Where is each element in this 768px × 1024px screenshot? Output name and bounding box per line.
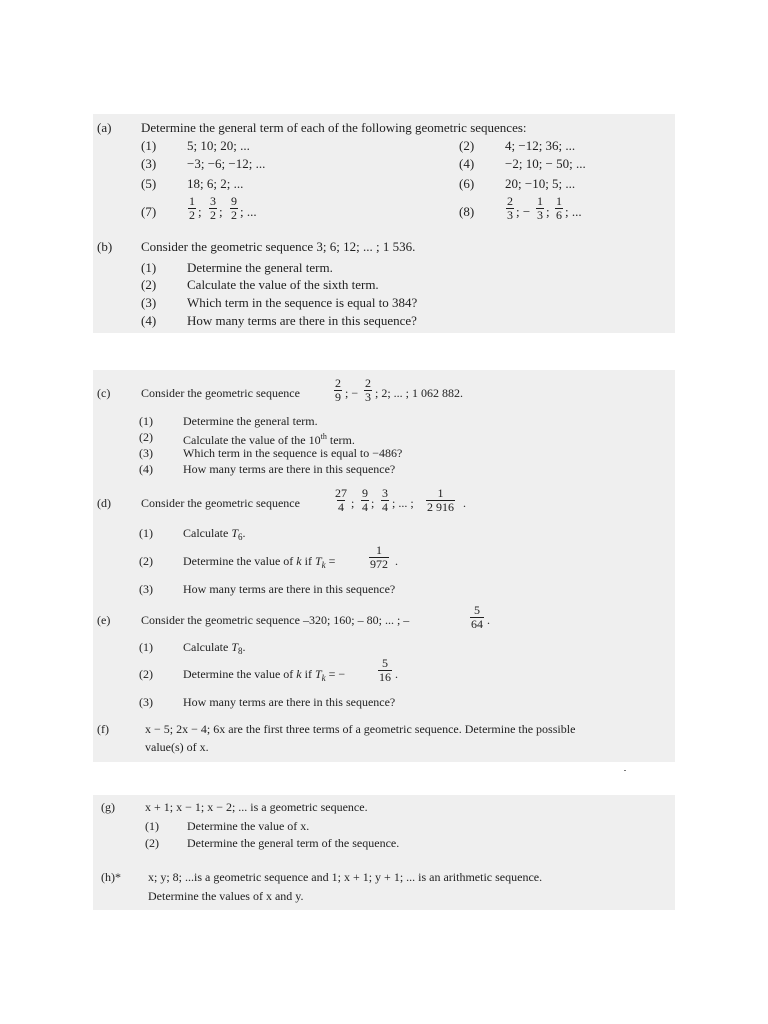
part-h-label: (h)* — [101, 870, 121, 884]
a7-frac-2: $\frac{3}{2}$ — [210, 194, 216, 222]
part-f-line-1: x − 5; 2x − 4; 6x are the first three terms of a geometric sequence. Determine the possible — [145, 722, 576, 736]
d-item-1-num: (1) — [139, 526, 153, 540]
part-e-label: (e) — [97, 613, 111, 627]
a8-tail: ; ... — [565, 204, 582, 219]
e-item-1-num: (1) — [139, 640, 153, 654]
a-item-6-num: (6) — [459, 176, 475, 191]
e-item-3-text: How many terms are there in this sequence? — [183, 695, 396, 709]
part-d-intro-start: Consider the geometric sequence — [141, 496, 300, 510]
part-c-intro-start: Consider the geometric sequence — [141, 386, 300, 400]
e-item-3-num: (3) — [139, 695, 153, 709]
part-g-label: (g) — [101, 800, 115, 814]
part-f-label: (f) — [97, 722, 109, 736]
a-item-7-num: (7) — [141, 204, 157, 219]
panel-ab — [93, 114, 675, 333]
a-item-2-text: 4; −12; 36; ... — [505, 138, 576, 153]
a8-frac-2: $\frac{1}{3}$ — [537, 194, 543, 222]
d-mid: ; ... ; — [392, 496, 414, 510]
part-a-intro: Determine the general term of each of the following geometric sequences: — [141, 120, 527, 135]
e-frac-1: $\frac{5}{64}$ — [471, 603, 483, 631]
b-item-2-num: (2) — [141, 277, 157, 292]
d-frac-3: $\frac{3}{4}$ — [382, 486, 388, 514]
a8-frac-3: $\frac{1}{6}$ — [556, 194, 562, 222]
c-item-2-num: (2) — [139, 430, 153, 444]
a7-frac-1: $\frac{1}{2}$ — [189, 194, 195, 222]
e-item-2-text: Determine the value of k if $T_k$ = − — [183, 667, 346, 683]
e-item-1-text: Calculate $T_8$. — [183, 640, 246, 656]
d-frac-2: $\frac{9}{4}$ — [362, 486, 368, 514]
d-sep-2: ; — [371, 496, 375, 510]
a-item-1-text: 5; 10; 20; ... — [187, 138, 250, 153]
d-item-3-num: (3) — [139, 582, 153, 596]
part-b-intro: Consider the geometric sequence 3; 6; 12; ... ; 1 536. — [141, 239, 416, 254]
e-item-2-num: (2) — [139, 667, 153, 681]
b-item-3-text: Which term in the sequence is equal to 384? — [187, 295, 418, 310]
d-item-2-num: (2) — [139, 554, 153, 568]
a-item-1-num: (1) — [141, 138, 157, 153]
scan-speck — [624, 770, 626, 771]
c-item-2-text: Calculate the value of the 10th term. — [183, 432, 355, 447]
a-item-6-text: 20; −10; 5; ... — [505, 176, 576, 191]
d-frac-4: $\frac{1}{2 916}$ — [427, 486, 454, 514]
d-item-3-text: How many terms are there in this sequence? — [183, 582, 396, 596]
a7-sep-1: ; — [198, 204, 202, 219]
a-item-4-num: (4) — [459, 156, 475, 171]
a7-tail: ; ... — [240, 204, 257, 219]
g-item-2-text: Determine the general term of the sequence. — [187, 836, 400, 850]
a-item-5-text: 18; 6; 2; ... — [187, 176, 244, 191]
part-f-line-2: value(s) of x. — [145, 740, 209, 754]
a-item-3-text: −3; −6; −12; ... — [187, 156, 266, 171]
g-item-1-text: Determine the value of x. — [187, 819, 310, 833]
c-item-3-text: Which term in the sequence is equal to −486? — [183, 446, 403, 460]
c-item-4-num: (4) — [139, 462, 153, 476]
g-item-2-num: (2) — [145, 836, 159, 850]
c-item-1-text: Determine the general term. — [183, 414, 318, 428]
part-h-line-2: Determine the values of x and y. — [148, 889, 304, 903]
b-item-2-text: Calculate the value of the sixth term. — [187, 277, 379, 292]
d-sep-1: ; — [351, 496, 355, 510]
a-item-4-text: −2; 10; − 50; ... — [505, 156, 586, 171]
b-item-4-num: (4) — [141, 313, 157, 328]
d-item-1-text: Calculate $T_6$. — [183, 526, 246, 542]
b-item-1-text: Determine the general term. — [187, 260, 333, 275]
part-g-intro: x + 1; x − 1; x − 2; ... is a geometric sequence. — [145, 800, 368, 814]
c-item-3-num: (3) — [139, 446, 153, 460]
d-item-2-frac: $\frac{1}{972}$ — [370, 543, 388, 571]
a8-frac-1: $\frac{2}{3}$ — [507, 194, 513, 222]
a-item-2-num: (2) — [459, 138, 475, 153]
a8-sep-1: ; − — [516, 204, 531, 219]
part-h-line-1: x; y; 8; ...is a geometric sequence and 1; x + 1; y + 1; ... is an arithmetic sequence. — [148, 870, 543, 884]
g-item-1-num: (1) — [145, 819, 159, 833]
d-end-dot: . — [463, 496, 466, 510]
part-e-intro: Consider the geometric sequence –320; 160; – 80; ... ; – — [141, 613, 410, 627]
a7-sep-2: ; — [219, 204, 223, 219]
d-frac-1: $\frac{27}{4}$ — [335, 486, 347, 514]
part-c-intro-end: ; 2; ... ; 1 062 882. — [375, 386, 464, 400]
c-sep-1: ; − — [345, 386, 359, 400]
e-item-2-frac: $\frac{5}{16}$ — [379, 656, 391, 684]
c-frac-2: $\frac{2}{3}$ — [365, 376, 371, 404]
e-item-2-dot: . — [395, 667, 398, 681]
a-item-5-num: (5) — [141, 176, 157, 191]
d-item-2-text: Determine the value of k if $T_k$ = — [183, 554, 336, 570]
part-a-label: (a) — [97, 120, 112, 135]
panel-cf — [93, 370, 675, 762]
d-item-2-dot: . — [395, 554, 398, 568]
a8-sep-2: ; — [546, 204, 550, 219]
part-c-label: (c) — [97, 386, 111, 400]
b-item-4-text: How many terms are there in this sequence? — [187, 313, 417, 328]
e-end-dot: . — [487, 613, 490, 627]
c-frac-1: $\frac{2}{9}$ — [335, 376, 341, 404]
b-item-3-num: (3) — [141, 295, 157, 310]
part-b-label: (b) — [97, 239, 113, 254]
b-item-1-num: (1) — [141, 260, 157, 275]
panel-gh — [93, 795, 675, 910]
c-item-4-text: How many terms are there in this sequence? — [183, 462, 396, 476]
part-d-label: (d) — [97, 496, 111, 510]
a7-frac-3: $\frac{9}{2}$ — [231, 194, 237, 222]
a-item-3-num: (3) — [141, 156, 157, 171]
c-item-1-num: (1) — [139, 414, 153, 428]
a-item-8-num: (8) — [459, 204, 475, 219]
